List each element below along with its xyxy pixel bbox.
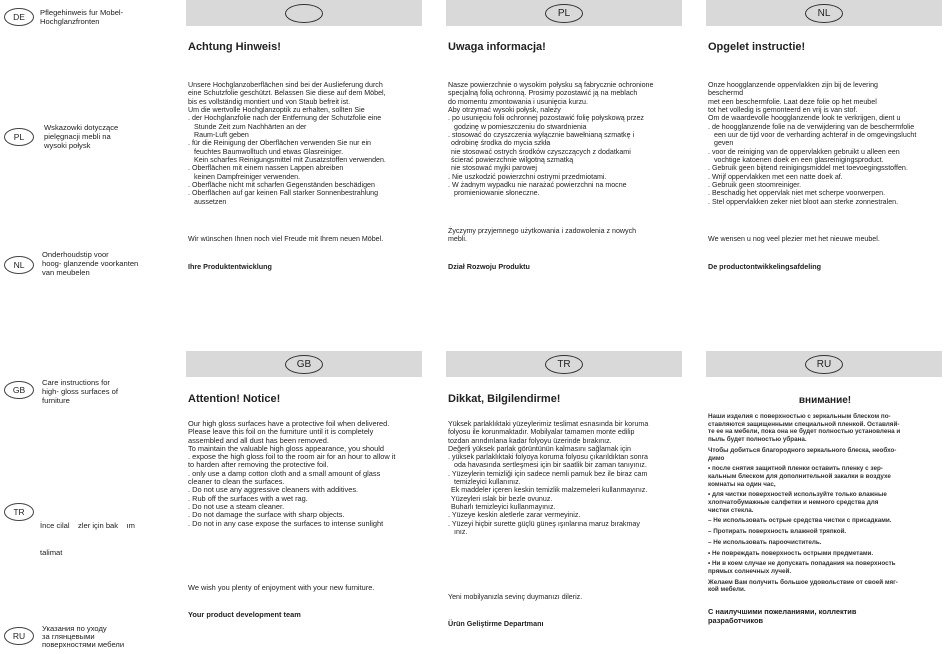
instruction-column-de [186,0,422,300]
column-title: Opgelet instructie! [708,41,806,53]
column-title: Attention! Notice! [188,393,281,405]
column-title: Achtung Hinweis! [188,41,281,53]
closing-wish: We wensen u nog veel plezier met het nieuwe meubel. [708,235,880,243]
sidebar-label: Указания по уходу за глянцевыми поверхностями мебели [42,624,125,649]
instruction-column-gb [186,351,422,651]
column-body: Unsere Hochglanzoberflächen sind bei der Auslieferung durch eine Schutzfolie geschützt. Belassen Sie diese auf dem Möbel, bis es vollständig montiert und von Staub befreit ist. Um die wertvolle Hochglanzoptik zu erhalten, sollten Sie . der Hochglanzfolie nach der Entfernung der Schutzfolie eine Stunde Zeit zum Nachhärten an der Raum-Luft geben . für die Reinigung der Oberflächen verwenden Sie nur ein feuchtes Baumwolltuch und etwas Glasreiniger. Kein scharfes Reinigungsmittel mit Zusatzstoffen verwenden. . Oberflächen mit einem nassen Lappen abreiben keinen Dampfreiniger verwenden. . Oberfläche nicht mit scharfen Gegenständen beschädigen . Oberflächen auf gar keinen Fall starker Sonnenbestrahlung aussetzen [188,81,386,206]
language-badge: NL [805,4,843,23]
language-badge: RU [805,355,843,374]
closing-wish: Wir wünschen Ihnen noch viel Freude mit Ihrem neuen Möbel. [188,235,384,243]
sidebar-label: Wskazowki dotyczące pielęgnacji mebli na wysoki połysk [44,123,119,150]
language-badge: PL [545,4,583,23]
instruction-column-pl [446,0,682,300]
instruction-column-ru [706,351,942,651]
closing-wish: We wish you plenty of enjoyment with your new furniture. [188,583,375,592]
column-body: Our high gloss surfaces have a protective foil when delivered. Please leave this foil on the furniture until it is completely assembled and all dust has been removed. To maintain the valuable high gloss appearance, you should . expose the high gloss foil to the room air for an hour to allow it to harden after removing the protective foil. . only use a damp cotton cloth and a small amount of glass cleaner to clean the surfaces. . Do not use any aggressive cleaners with additives. . Rub off the surfaces with a wet rag. . Do not use a steam cleaner. . Do not damage the surface with sharp objects. . Do not in any case expose the surfaces to intense sunlight [188,419,396,528]
closing-wish: С наилучшими пожеланиями, коллектив разработчиков [708,607,857,625]
column-header [186,351,422,377]
column-header [446,351,682,377]
column-title: Dikkat, Bilgilendirme! [448,393,561,405]
language-badge: PL [4,128,34,146]
language-badge: TR [4,503,34,521]
sidebar-label: Onderhoudstip voor hoog- glanzende voorkanten van meubelen [42,250,139,277]
signature: Your product development team [188,610,301,619]
language-badge: TR [545,355,583,374]
language-badge: GB [285,355,323,374]
column-body: Yüksek parlaklıktaki yüzeylerimiz teslimat esnasında bir koruma folyosu ile korunmaktadır. Mobilyalar tamamen monte edilip tozdan arındırılana kadar folyoyu üzerinde bırakınız. Değerli yüksek parlak görüntünün kalmasını sağlamak için . yüksek parlaklıktaki folyoya koruma folyosu çıkarıldıktan sonra oda havasında sertleşmesi için bir saatlik bir zaman tanıyınız. . Yüzeylerin temizliği için sadece nemli pamuk bez ile biraz cam temizleyici kullanınız. Ek maddeler içeren keskin temizlik malzemeleri kullanmayınız. Yüzeyleri ıslak bir bezle ovunuz. Buharlı temizleyici kullanmayınız. . Yüzeye keskin aletlerle zarar vermeyiniz. . Yüzeyi hiçbir surette güçlü güneş ışınlarına maruz bırakmay ınız. [448,420,649,536]
signature: Ihre Produktentwicklung [188,262,272,271]
sidebar-label: İnce cilal zler için bak ım talimat [40,521,135,557]
instruction-column-nl [706,0,942,300]
column-body: Onze hoogglanzende oppervlakken zijn bij de levering beschermd met een beschermfolie. Laat deze folie op het meubel tot het volledig is gemonteerd en vrij is van stof. Om de waardevolle hoogglanzende look te verkrijgen, dient u . de hoogglanzende folie na de verwijdering van de beschermfolie een uur de tijd voor de verharding achteraf in de omgevingslucht geven . voor de reiniging van de oppervlakken gebruikt u alleen een vochtige katoenen doek en een glasreinigingsproduct. . Gebruik geen bijtend reinigingsmiddel met toevoegingsstoffen. . Wrijf oppervlakken met een natte doek af. . Gebruik geen stoomreiniger. . Beschadig het oppervlak niet met scherpe voorwerpen. . Stel oppervlakken zeker niet bloot aan sterke zonnestralen. [708,81,917,206]
column-title: Uwaga informacja! [448,41,546,53]
closing-wish: Życzymy przyjemnego użytkowania i zadowolenia z nowych mebli. [448,227,637,244]
sidebar-label: Pflegehinweis fur Mobel- Hochglanzfronten [40,8,124,26]
signature: De productontwikkelingsafdeling [708,262,822,271]
language-badge: GB [4,381,34,399]
signature: Ürün Geliştirme Departmanı [448,619,544,628]
closing-wish: Yeni mobilyanızla sevinç duymanızı dileriz. [448,593,583,601]
column-body: Наши изделия с поверхностью с зеркальным блеском по- ставляются защищенными специальной пленкой. Оставляй- те ее на мебели, пока она не будет полностью установлена и пыль будет полностью убрана. Чтобы добиться благородного зеркального блеска, необхо- димо • после снятия защитной пленки оставить пленку с зер- кальным блеском для дополнительной закалки в воздухе комнаты на один час, • для чистки поверхностей используйте только влажные хлопчатобумажные салфетки и немного средства для чистки стекла. – Не использовать острые средства чистки с присадками. – Протирать поверхность влажной тряпкой. – Не использовать пароочиститель. • Не повреждать поверхность острыми предметами. • Ни в коем случае не допускать попадания на поверхность прямых солнечных лучей. Желаем Вам получить большое удовольствие от своей мяг- кой мебели. [708,413,901,594]
language-badge: NL [4,256,34,274]
language-badge [285,4,323,23]
sidebar-label: Care instructions for high- gloss surfaces of furniture [42,378,118,405]
column-body: Nasze powierzchnie o wysokim połysku są fabrycznie ochronione specjalną folią ochronną. Prosimy pozostawić ją na meblach do momentu zmontowania i usunięcia kurzu. Aby otrzymać wysoki połysk, należy . po usunięciu folii ochronnej pozostawić folię połyskową przez godzinę w pomieszczeniu do stwardnienia . stosować do czyszczenia wyłącznie bawełnianą szmatkę i odrobinę środka do mycia szkła nie stosować ostrych środków czyszczących z dodatkami ścierać powierzchnie wilgotną szmatką nie stosować myjki parowej . Nie uszkodzić powierzchni ostrymi przedmiotami. . W żadnym wypadku nie narażać powierzchni na mocne promieniowanie słoneczne. [448,81,654,198]
column-header [706,0,942,26]
instruction-column-tr [446,351,682,651]
column-title: внимание! [798,395,852,406]
language-badge: DE [4,8,34,26]
signature: Dział Rozwoju Produktu [448,262,530,271]
column-header [186,0,422,26]
column-header [706,351,942,377]
language-badge: RU [4,627,34,645]
column-header [446,0,682,26]
